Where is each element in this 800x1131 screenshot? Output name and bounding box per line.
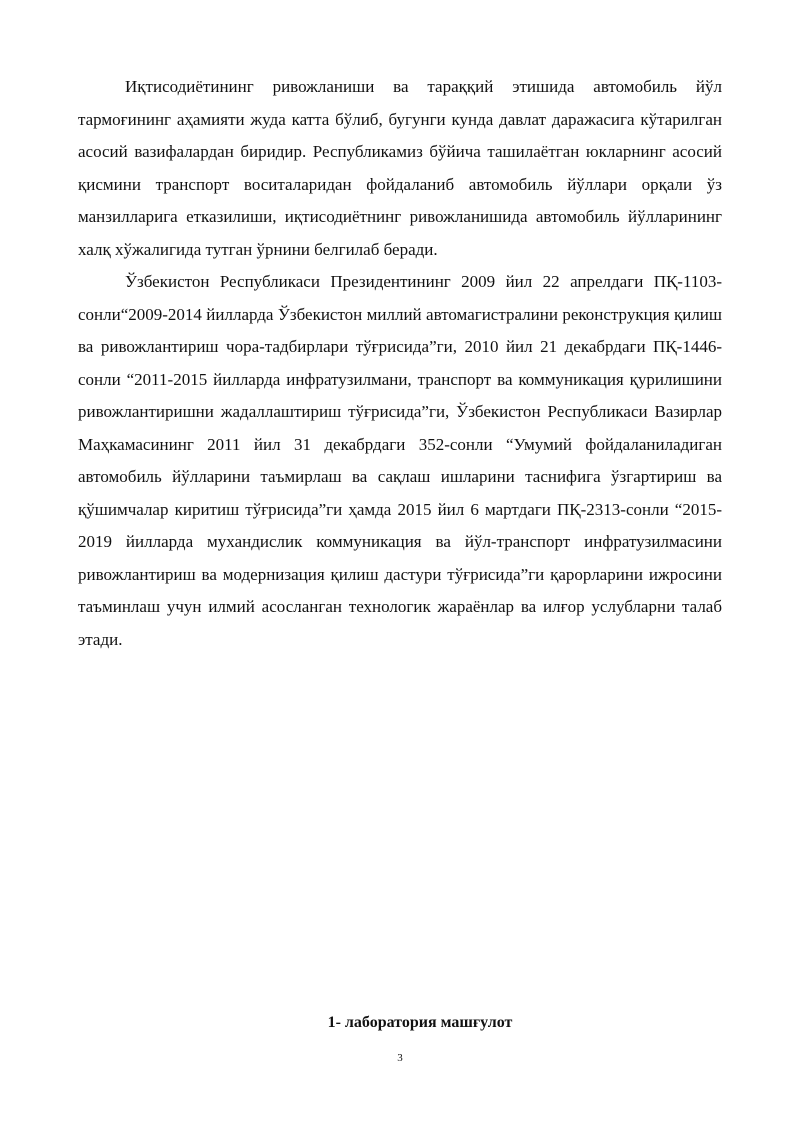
page-number: 3 (397, 1052, 403, 1064)
section-heading: 1- лаборатория машғулот (327, 1014, 513, 1031)
paragraph-decrees: Ўзбекистон Республикаси Президентининг 2009 йил 22 апрелдаги ПҚ-1103-сонли“2009-2014 йилларда Ўзбекистон миллий автомагистралини реконструкция қилиш ва ривожлантириш чора-тадбирлари тўғрисида”ги, 2010 йил 21 декабрдаги ПҚ-1446-сонли “2011-2015 йилларда инфратузилмани, транспорт ва коммуникация қурилишини ривожлантиришни жадаллаштириш тўғрисида”ги, Ўзбекистон Республикаси Вазирлар Маҳкамасининг 2011 йил 31 декабрдаги 352-сонли “Умумий фойдаланиладиган автомобиль йўлларини таъмирлаш ва сақлаш ишларини таснифига ўзгартириш ва қўшимчалар киритиш тўғрисида”ги ҳамда 2015 йил 6 мартдаги ПҚ-2313-сонли “2015-2019 йилларда мухандислик коммуникация ва йўл-транспорт инфратузилмасини ривожлантириш ва модернизация қилиш дастури тўғрисида”ги қарорларини ижросини таъминлаш учун илмий асосланган технологик жараёнлар ва илғор услубларни талаб этади. (78, 272, 722, 649)
paragraph-intro: Иқтисодиётининг ривожланиши ва тараққий этишида автомобиль йўл тармоғининг аҳамияти жуда катта бўлиб, бугунги кунда давлат даражасига кўтарилган асосий вазифалардан биридир. Республикамиз бўйича ташилаётган юкларнинг асосий қисмини транспорт воситаларидан фойдаланиб автомобиль йўллари орқали ўз манзилларига етказилиши, иқтисодиётнинг ривожланишида автомобиль йўлларининг халқ хўжалигида тутган ўрнини белгилаб беради. (78, 77, 722, 259)
body-text (78, 71, 722, 656)
